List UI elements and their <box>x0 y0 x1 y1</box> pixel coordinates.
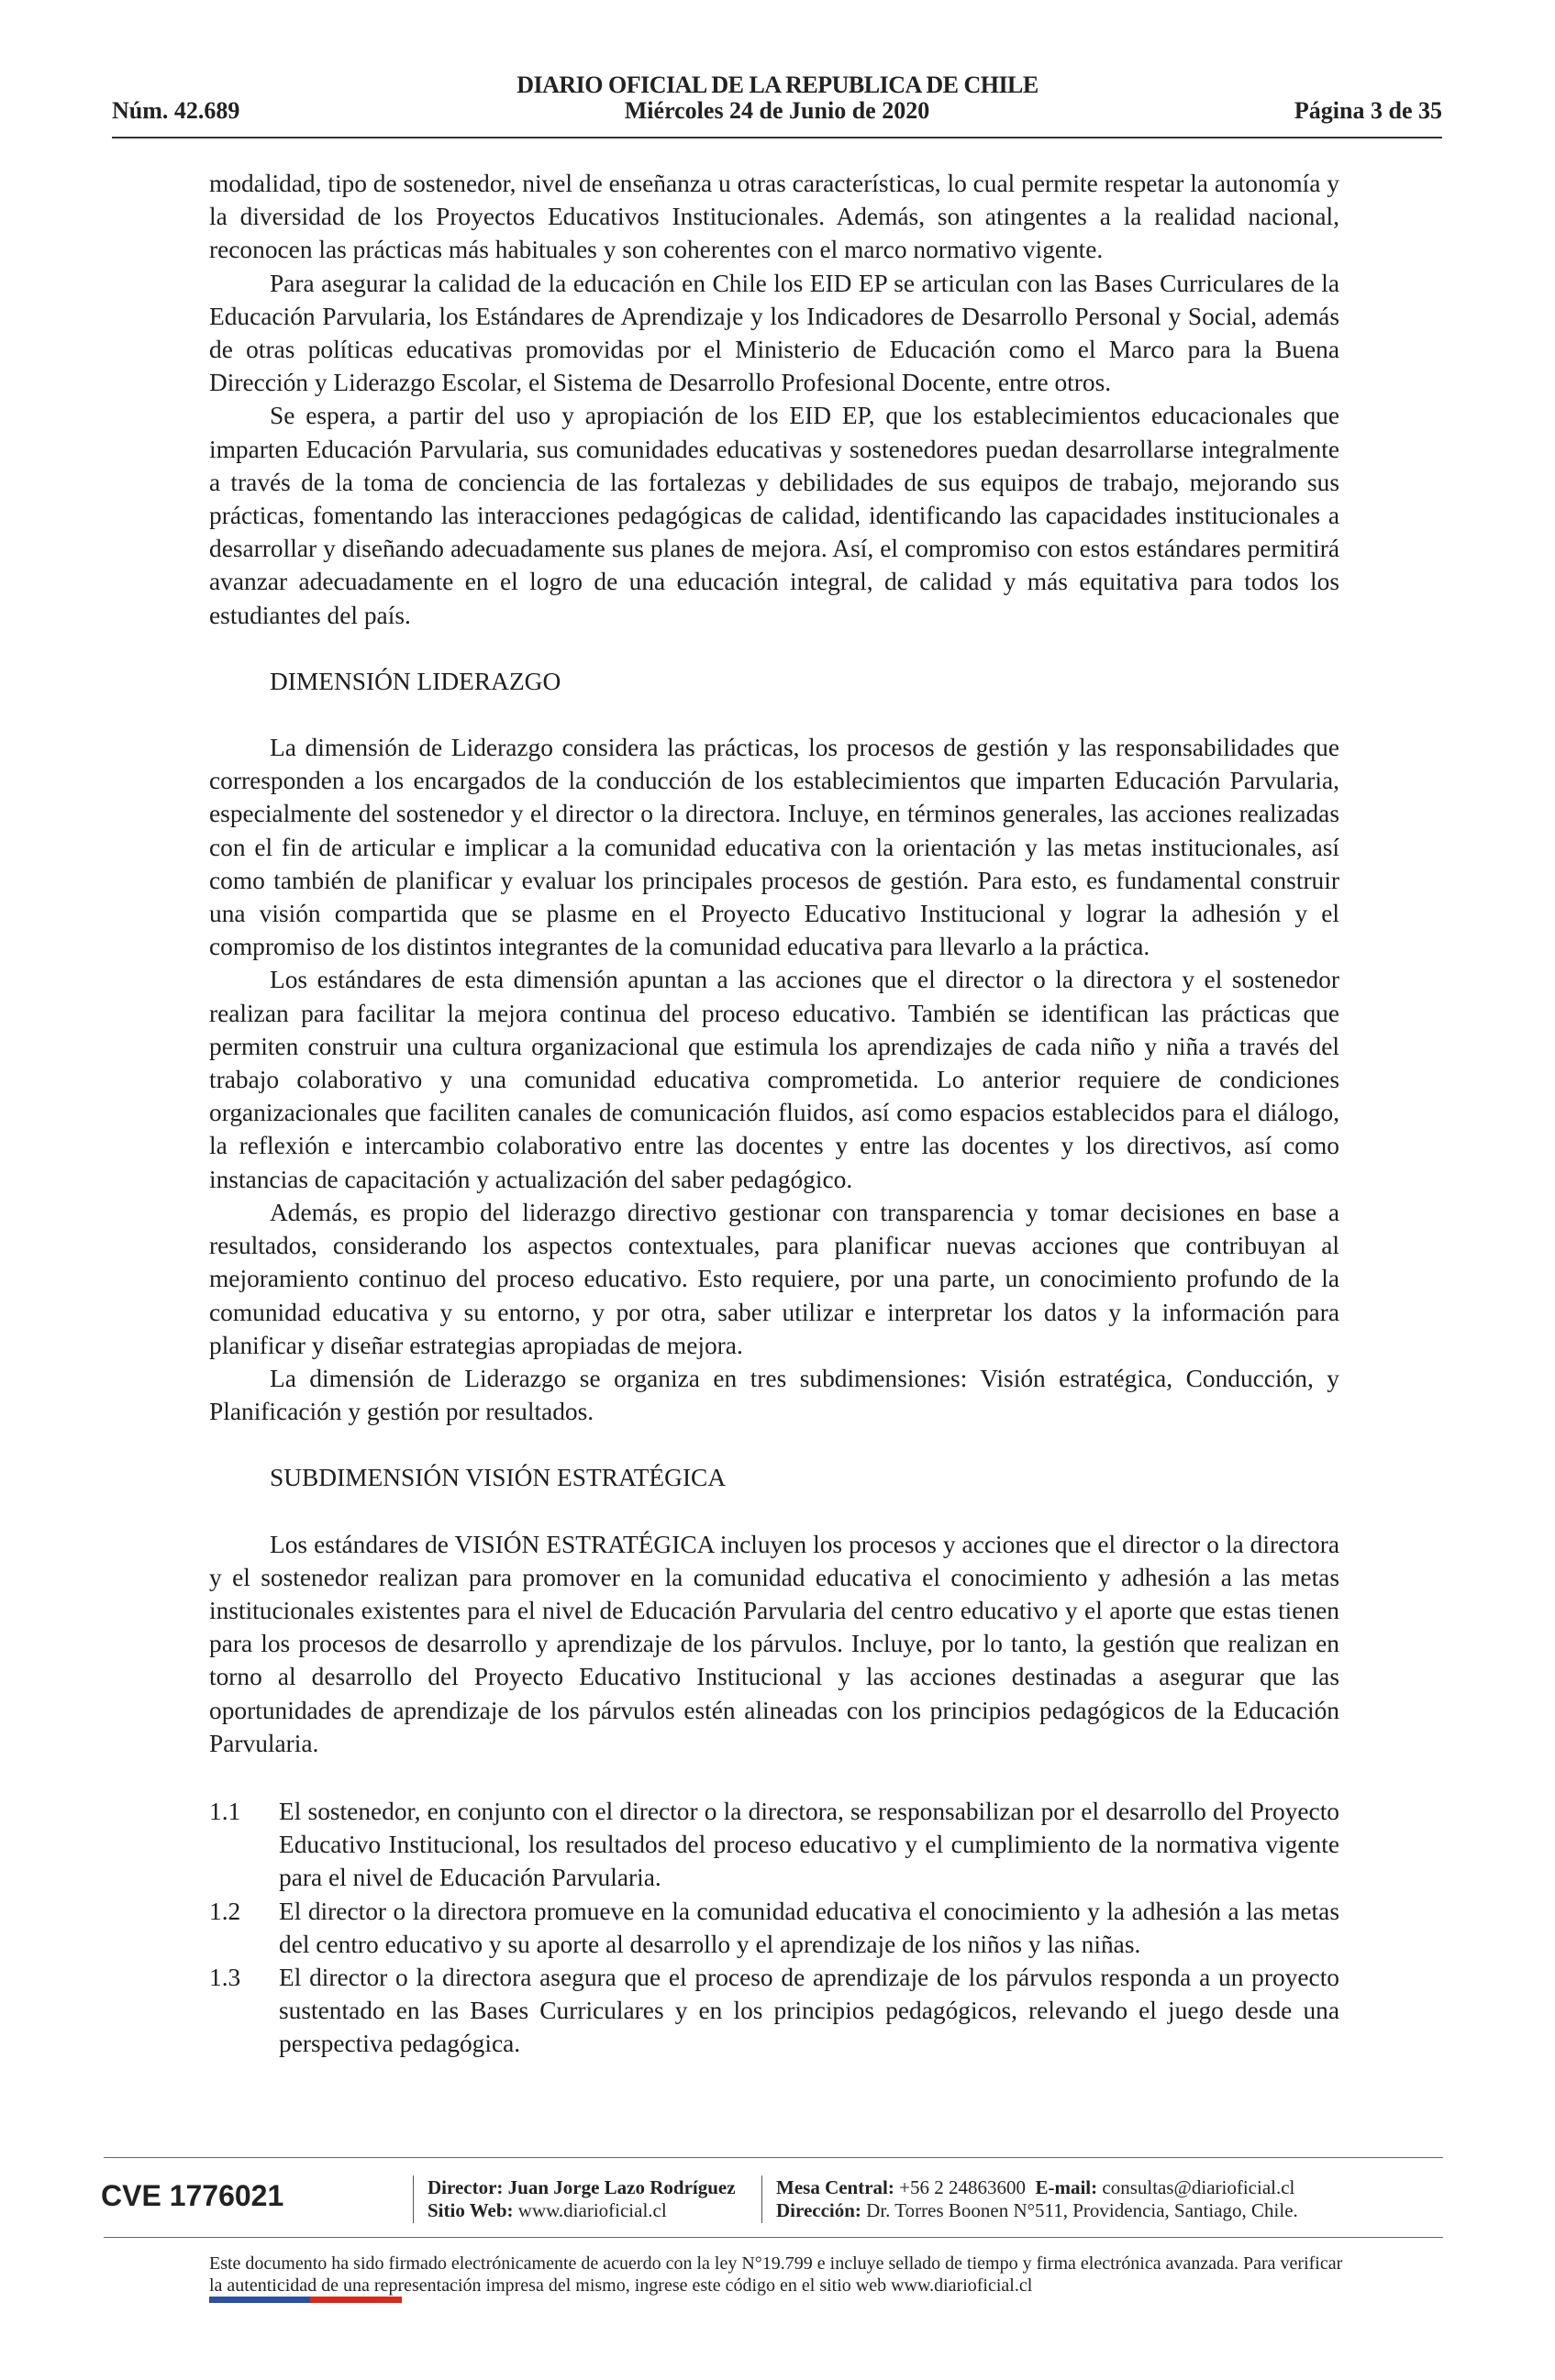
legal-notice: Este documento ha sido firmado electrónicamente de acuerdo con la ley N°19.799 e incluye sellado de tiempo y firma electrónica avanzada. Para verificar la autenticidad de una representación impresa del mismo, ingrese este código en el sitio web www.diarioficial.cl <box>209 2253 1343 2296</box>
list-item-number: 1.3 <box>209 1963 241 1991</box>
issue-number: Núm. 42.689 <box>112 97 240 124</box>
header-divider <box>112 137 1442 138</box>
director-label: Director: <box>428 2176 504 2198</box>
paragraph: La dimensión de Liderazgo considera las prácticas, los procesos de gestión y las responsabilidades que corresponden a los encargados de la conducción de los establecimientos que imparten Educación Parvularia, especialmente del sostenedor y el director o la directora. Incluye, en términos generales, las acciones realizadas con el fin de articular e implicar a la comunidad educativa con la orientación y las metas institucionales, así como también de planificar y evaluar los principales procesos de gestión. Para esto, es fundamental construir una visión compartida que se plasme en el Proyecto Educativo Institucional y lograr la adhesión y el compromiso de los distintos integrantes de la comunidad educativa para llevarlo a la práctica. <box>209 734 1339 961</box>
issue-date: Miércoles 24 de Junio de 2020 <box>624 97 930 124</box>
newspaper-title: DIARIO OFICIAL DE LA REPUBLICA DE CHILE <box>516 72 1039 98</box>
paragraph: La dimensión de Liderazgo se organiza en tres subdimensiones: Visión estratégica, Conducción, y Planificación y gestión por resultados. <box>209 1364 1339 1426</box>
phone-label: Mesa Central: <box>776 2176 894 2198</box>
cve-code: CVE 1776021 <box>101 2179 284 2212</box>
list-item-number: 1.1 <box>209 1797 241 1825</box>
page-number: Página 3 de 35 <box>1294 97 1442 124</box>
paragraph: Además, es propio del liderazgo directivo gestionar con transparencia y tomar decisiones en base a resultados, considerando los aspectos contextuales, para planificar nuevas acciones que contribuyan al mejoramiento continuo del proceso educativo. Esto requiere, por una parte, un conocimiento profundo de la comunidad educativa y su entorno, y por otra, saber utilizar e interpretar los datos y la información para planificar y diseñar estrategias apropiadas de mejora. <box>209 1198 1339 1359</box>
flag-stripe-red <box>310 2297 402 2303</box>
footer-separator <box>761 2175 762 2223</box>
standards-list <box>209 1795 1339 2061</box>
list-item <box>209 1795 1339 1895</box>
footer-divider-bottom <box>104 2237 1443 2238</box>
list-item-number: 1.2 <box>209 1897 241 1925</box>
paragraph: Para asegurar la calidad de la educación en Chile los EID EP se articulan con las Bases Curriculares de la Educación Parvularia, los Estándares de Aprendizaje y los Indicadores de Desarrollo Personal y Social, además de otras políticas educativas promovidas por el Ministerio de Educación como el Marco para la Buena Dirección y Liderazgo Escolar, el Sistema de Desarrollo Profesional Docente, entre otros. <box>209 269 1339 397</box>
section-heading: DIMENSIÓN LIDERAZGO <box>270 667 561 695</box>
phone-value: +56 2 24863600 <box>899 2176 1026 2198</box>
list-item-text: El director o la directora promueve en la comunidad educativa el conocimiento y la adhesión a las metas del centro educativo y su aporte al desarrollo y el aprendizaje de los niños y las niñas. <box>279 1897 1339 1958</box>
website-label: Sitio Web: <box>428 2199 514 2221</box>
list-item-text: El sostenedor, en conjunto con el director o la directora, se responsabilizan por el desarrollo del Proyecto Educativo Institucional, los resultados del proceso educativo y el cumplimiento de la normativa vigente para el nivel de Educación Parvularia. <box>279 1797 1339 1892</box>
paragraph: Se espera, a partir del uso y apropiación de los EID EP, que los establecimientos educacionales que imparten Educación Parvularia, sus comunidades educativas y sostenedores puedan desarrollarse integralmente a través de la toma de conciencia de las fortalezas y debilidades de sus equipos de trabajo, mejorando sus prácticas, fomentando las interacciones pedagógicas de calidad, identificando las capacidades institucionales a desarrollar y diseñando adecuadamente sus planes de mejora. Así, el compromiso con estos estándares permitirá avanzar adecuadamente en el logro de una educación integral, de calidad y más equitativa para todos los estudiantes del país. <box>209 402 1339 629</box>
paragraph: modalidad, tipo de sostenedor, nivel de enseñanza u otras características, lo cual permite respetar la autonomía y la diversidad de los Proyectos Educativos Institucionales. Además, son atingentes a la realidad nacional, reconocen las prácticas más habituales y son coherentes con el marco normativo vigente. <box>209 170 1339 264</box>
address-label: Dirección: <box>776 2199 861 2221</box>
director-name: Juan Jorge Lazo Rodríguez <box>507 2176 736 2198</box>
email-link[interactable]: consultas@diarioficial.cl <box>1102 2176 1295 2198</box>
list-item <box>209 1961 1339 2061</box>
list-item <box>209 1895 1339 1961</box>
email-label: E-mail: <box>1035 2176 1098 2198</box>
header-row <box>112 97 1442 130</box>
footer-divider-top <box>104 2157 1443 2158</box>
document-body <box>209 167 1339 2061</box>
flag-stripe-blue <box>209 2297 310 2303</box>
list-item-text: El director o la directora asegura que el proceso de aprendizaje de los párvulos responda a un proyecto sustentado en las Bases Curriculares y en los principios pedagógicos, relevando el juego desde una perspectiva pedagógica. <box>279 1963 1339 2058</box>
footer-separator <box>413 2175 414 2223</box>
address-value: Dr. Torres Boonen N°511, Providencia, Santiago, Chile. <box>866 2199 1298 2221</box>
footer-contact-block <box>776 2176 1298 2222</box>
subsection-heading: SUBDIMENSIÓN VISIÓN ESTRATÉGICA <box>270 1464 727 1492</box>
footer-director-block <box>428 2176 736 2222</box>
paragraph: Los estándares de VISIÓN ESTRATÉGICA incluyen los procesos y acciones que el director o la directora y el sostenedor realizan para promover en la comunidad educativa el conocimiento y adhesión a las metas institucionales existentes para el nivel de Educación Parvularia del centro educativo y el aporte que estas tienen para los procesos de desarrollo y aprendizaje de los párvulos. Incluye, por lo tanto, la gestión que realizan en torno al desarrollo del Proyecto Educativo Institucional y las acciones destinadas a asegurar que las oportunidades de aprendizaje de los párvulos estén alineadas con los principios pedagógicos de la Educación Parvularia. <box>209 1530 1339 1757</box>
paragraph: Los estándares de esta dimensión apuntan a las acciones que el director o la directora y el sostenedor realizan para facilitar la mejora continua del proceso educativo. También se identifican las prácticas que permiten construir una cultura organizacional que estimula los aprendizajes de cada niño y niña a través del trabajo colaborativo y una comunidad educativa comprometida. Lo anterior requiere de condiciones organizacionales que faciliten canales de comunicación fluidos, así como espacios establecidos para el diálogo, la reflexión e intercambio colaborativo entre las docentes y entre las docentes y los directivos, así como instancias de capacitación y actualización del saber pedagógico. <box>209 966 1339 1193</box>
website-link[interactable]: www.diarioficial.cl <box>517 2199 667 2221</box>
